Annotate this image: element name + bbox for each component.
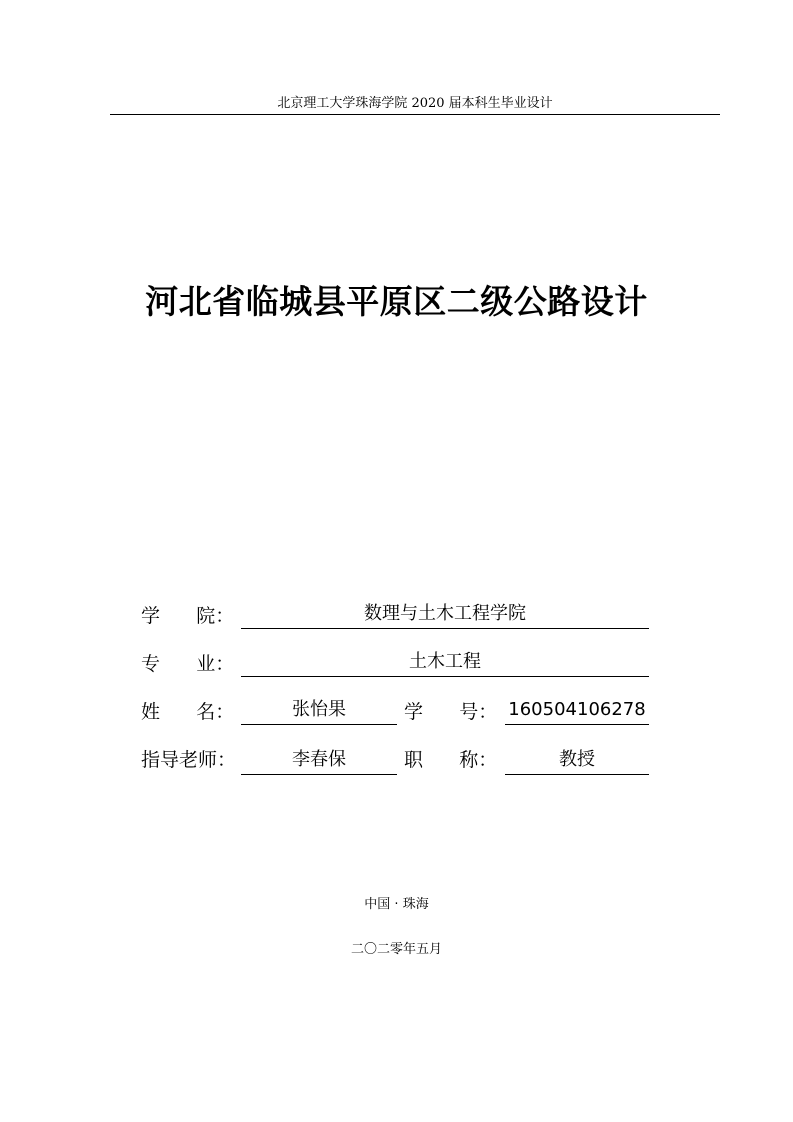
college-label: 学 院：: [141, 605, 235, 627]
header-text: 北京理工大学珠海学院 2020 届本科生毕业设计: [277, 96, 553, 111]
header-rule: [110, 114, 720, 115]
name-value: 张怡果: [241, 698, 397, 725]
position-label: 职 称：: [404, 749, 498, 771]
name-label: 姓 名：: [141, 701, 235, 723]
advisor-value: 李春保: [241, 748, 397, 775]
major-label: 专 业：: [141, 653, 235, 675]
student-id-value: 160504106278: [505, 698, 649, 725]
major-value: 土木工程: [241, 650, 649, 677]
footer-location: 中国 · 珠海: [364, 897, 429, 912]
footer-date: 二〇二零年五月: [350, 942, 442, 957]
advisor-label: 指导老师：: [141, 749, 237, 771]
student-id-label: 学 号：: [404, 701, 498, 723]
college-value: 数理与土木工程学院: [241, 602, 649, 629]
position-value: 教授: [505, 748, 649, 775]
thesis-title: 河北省临城县平原区二级公路设计: [145, 282, 648, 321]
